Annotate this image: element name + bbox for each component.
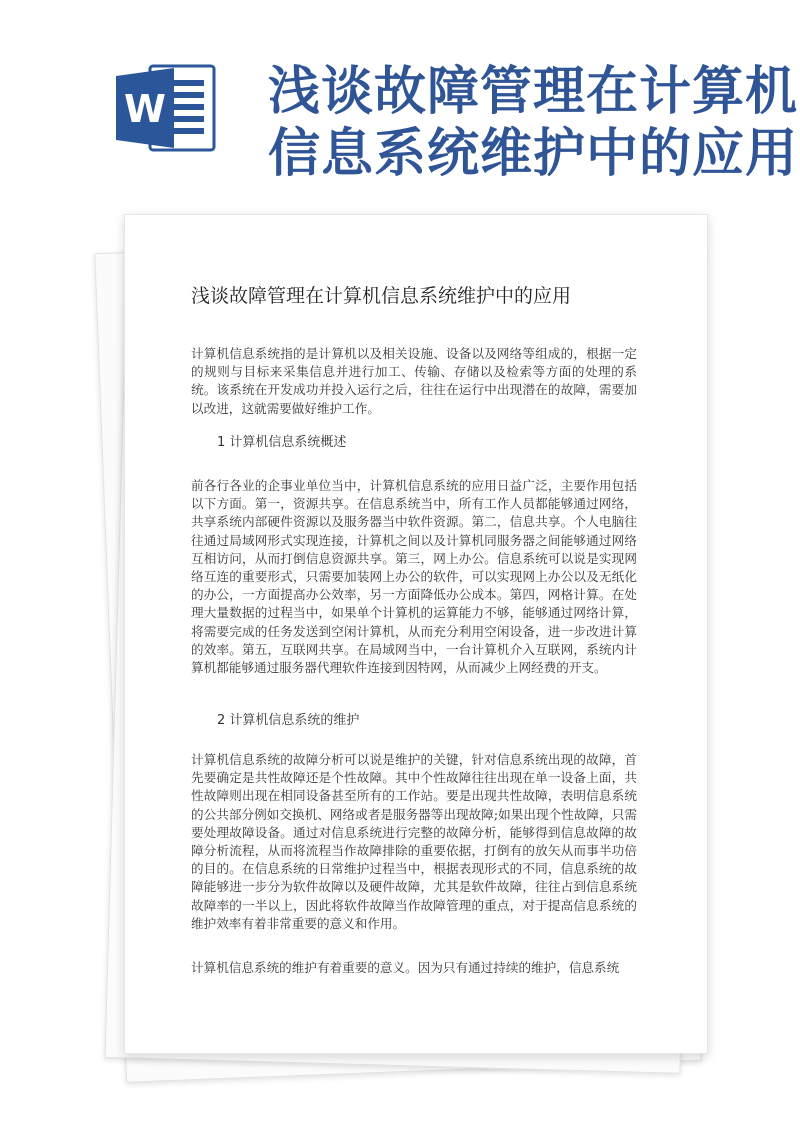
paragraph-intro: 计算机信息系统指的是计算机以及相关设施、设备以及网络等组成的，根据一定的规则与目标来采集信息并进行加工、传输、存储以及检索等方面的处理的系统。该系统在开发成功并投入运行之后，往往在运行中出现潜在的故障，需要加以改进，这就需要做好维护工作。 [191, 346, 637, 416]
section-heading-2: 2 计算机信息系统的维护 [217, 713, 360, 728]
document-title: 浅谈故障管理在计算机信息系统维护中的应用 [191, 285, 572, 307]
paragraph-overview: 前各行各业的企事业单位当中，计算机信息系统的应用日益广泛，主要作用包括以下方面。第一，资源共享。在信息系统当中，所有工作人员都能够通过网络，共享系统内部硬件资源以及服务器当中软件资源。第二，信息共享。个人电脑往往通过局域网形式实现连接，计算机之间以及计算机同服务器之间能够通过网络互相访问，从而打倒信息资源共享。第三，网上办公。信息系统可以说是实现网络互连的重要形式，只需要加装网上办公的软件，可以实现网上办公以及无纸化的办公，一方面提高办公效率，另一方面降低办公成本。第四，网格计算。在处理大量数据的过程当中，如果单个计算机的运算能力不够，能够通过网络计算，将需要完成的任务发送到空闲计算机，从而充分利用空闲设备，进一步改进计算的效率。第五，互联网共享。在局域网当中，一台计算机介入互联网，系统内计算机都能够通过服务器代理软件连接到因特网，从而减少上网经费的开支。 [191, 478, 637, 676]
banner-title-line2: 信息系统维护中的应用 [268, 124, 799, 184]
document-page [124, 214, 708, 1054]
section-heading-1: 1 计算机信息系统概述 [217, 435, 347, 450]
word-icon-letter: W [124, 87, 166, 131]
banner-title-line1: 浅谈故障管理在计算机 [268, 62, 799, 122]
word-document-icon [112, 62, 220, 154]
header-banner [0, 0, 800, 200]
paragraph-importance: 计算机信息系统的维护有着重要的意义。因为只有通过持续的维护，信息系统 [191, 960, 620, 975]
paragraph-maintenance: 计算机信息系统的故障分析可以说是维护的关键，针对信息系统出现的故障，首先要确定是共性故障还是个性故障。其中个性故障往往出现在单一设备上面，共性故障则出现在相同设备甚至所有的工作站。要是出现共性故障，表明信息系统的公共部分例如交换机、网络或者是服务器等出现故障;如果出现个性故障，只需要处理故障设备。通过对信息系统进行完整的故障分析，能够得到信息故障的故障分析流程，从而将流程当作故障排除的重要依据，打倒有的放矢从而事半功倍的目的。在信息系统的日常维护过程当中，根据表现形式的不同，信息系统的故障能够进一步分为软件故障以及硬件故障，尤其是软件故障，往往占到信息系统故障率的一半以上，因此将软件故障当作故障管理的重点，对于提高信息系统的维护效率有着非常重要的意义和作用。 [191, 752, 637, 931]
